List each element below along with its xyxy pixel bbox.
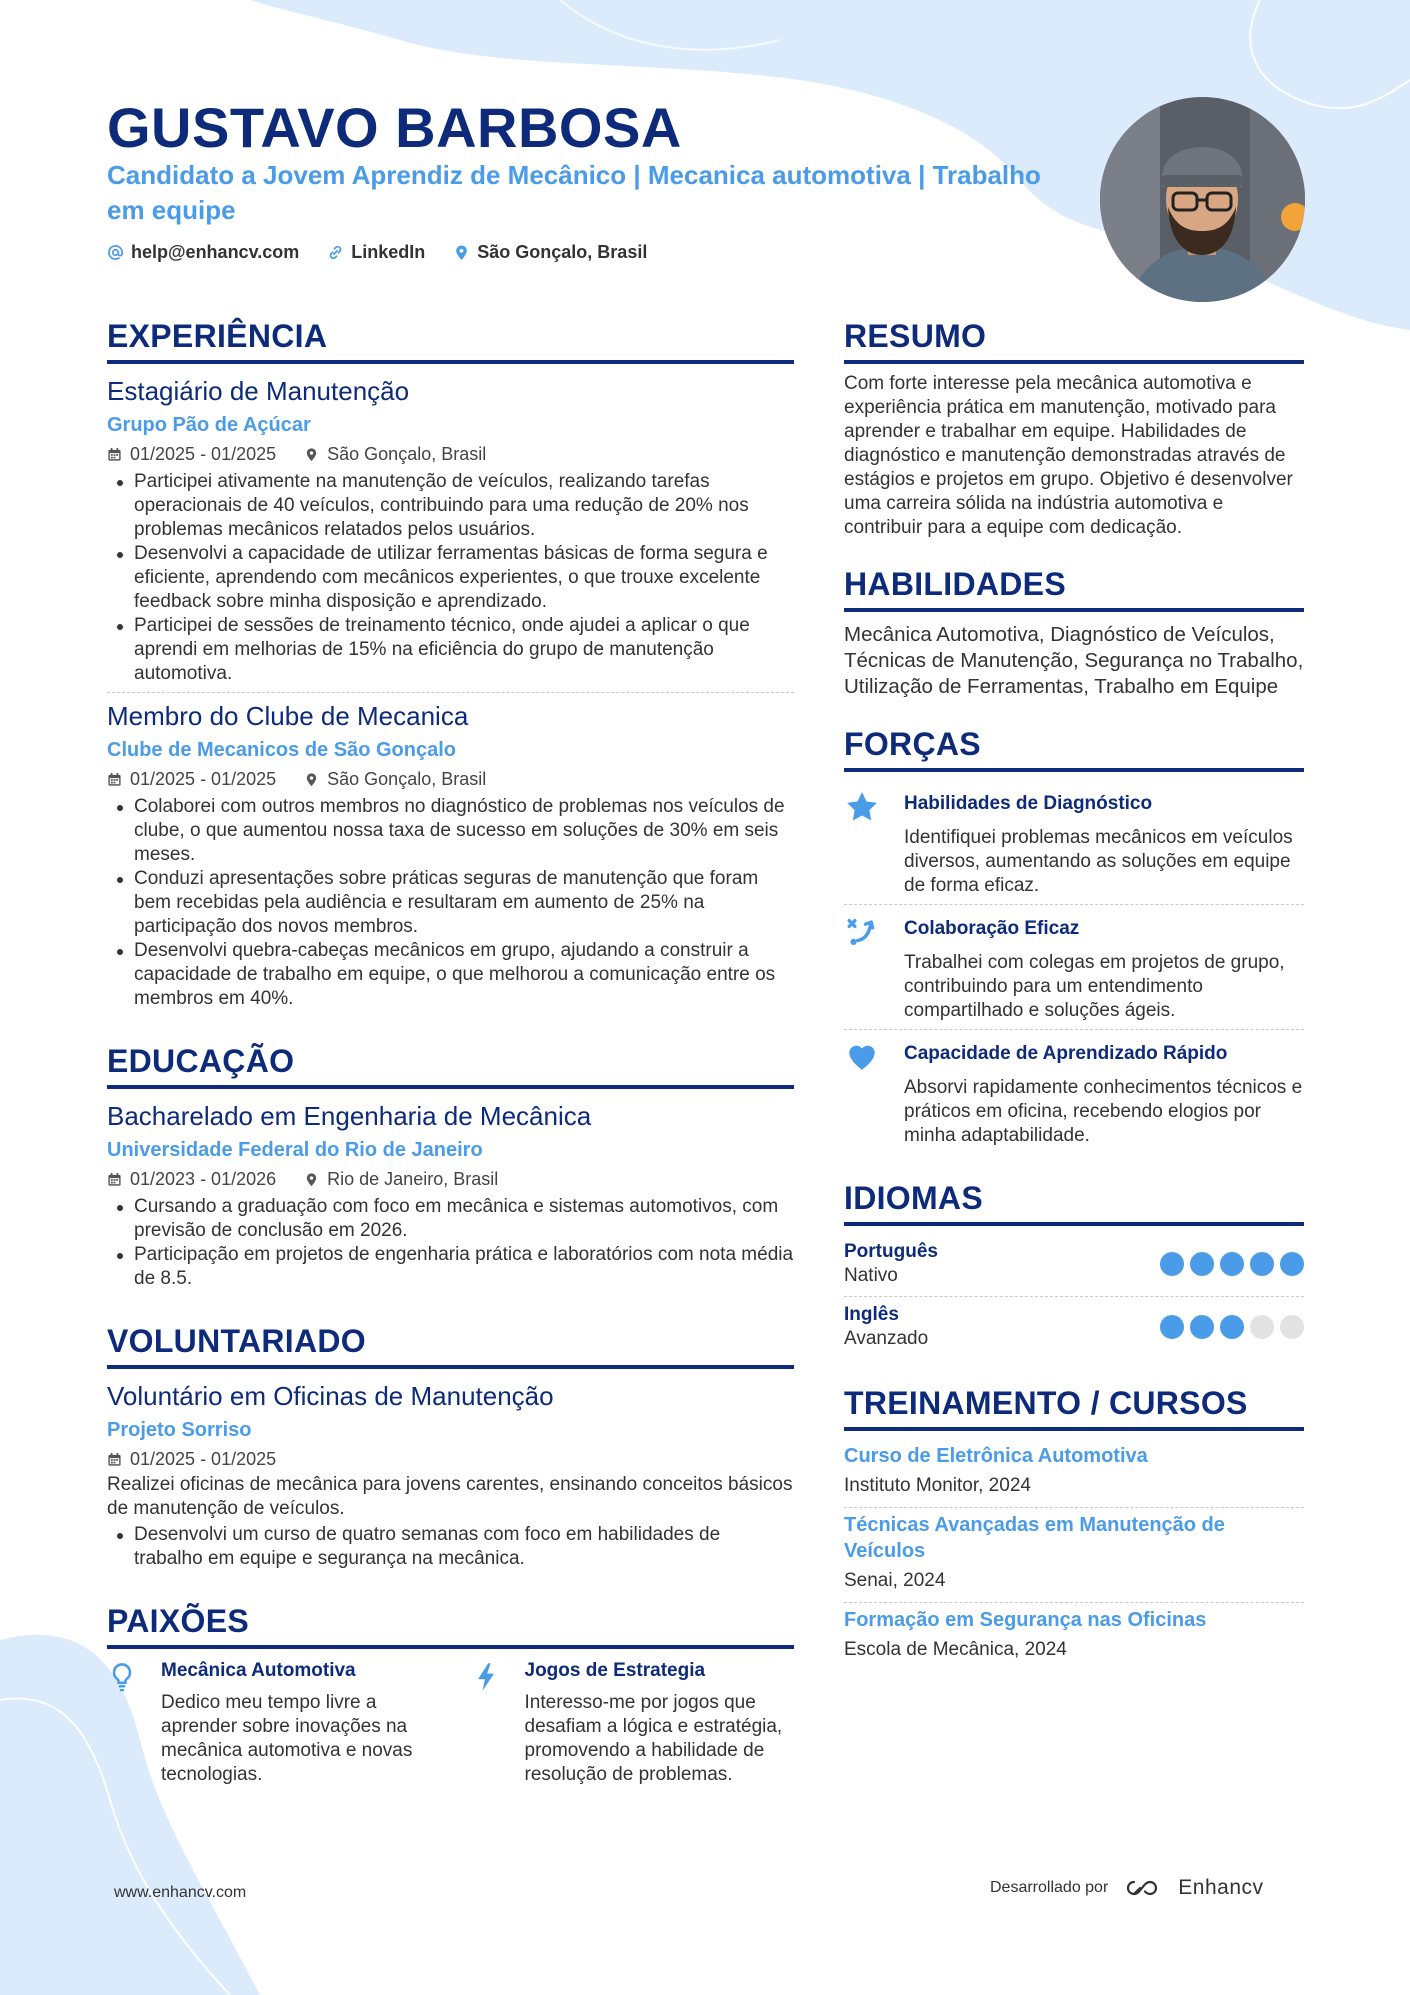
language-name: Inglês [844, 1304, 899, 1325]
location-pin-icon [304, 1172, 319, 1187]
location-pin-icon [453, 244, 470, 261]
summary-heading: RESUMO [844, 318, 1304, 364]
experience-entry [107, 372, 794, 692]
entry-dates: 01/2023 - 01/2026 [130, 1169, 277, 1189]
strength-description: Absorvi rapidamente conhecimentos técnicos e práticos em oficina, recebendo elogios por minha adaptabilidade. [904, 1077, 1303, 1146]
experience-entry [107, 692, 794, 1017]
volunteer-entry [107, 1377, 794, 1577]
headline: Candidato a Jovem Aprendiz de Mecânico | Mecanica automotiva | Trabalho em equipe [107, 160, 1041, 225]
languages-section [844, 1180, 1304, 1359]
strength-item [844, 1029, 1304, 1154]
course-title: Formação em Segurança nas Oficinas [844, 1609, 1207, 1631]
volunteer-role: Voluntário em Oficinas de Manutenção [107, 1381, 554, 1411]
bullet-item: Desenvolvi quebra-cabeças mecânicos em grupo, ajudando a construir a capacidade de trabalho em equipe, o que melhorou a comunicação entre os membros em 40%. [107, 939, 794, 1011]
passions-section [107, 1603, 794, 1787]
passion-title: Mecânica Automotiva [161, 1660, 356, 1681]
rating-dot-empty [1280, 1315, 1304, 1339]
summary-section [844, 318, 1304, 540]
entry-bullets [107, 1523, 794, 1571]
volunteer-description: Realizei oficinas de mecânica para jovens carentes, ensinando conceitos básicos de manutenção de veículos. [107, 1474, 793, 1519]
entry-dates: 01/2025 - 01/2025 [130, 444, 277, 464]
language-level: Nativo [844, 1265, 898, 1286]
bullet-item: Conduzi apresentações sobre práticas seguras de manutenção que foram bem recebidas pela audiência e resultaram em aumento de 25% na participação dos novos membros. [107, 867, 794, 939]
passions-heading: PAIXÕES [107, 1603, 794, 1649]
course-item [844, 1507, 1304, 1602]
left-column [107, 318, 794, 1787]
lightning-bolt-icon [471, 1661, 501, 1693]
footer-branding [990, 1876, 1264, 1900]
language-item [844, 1296, 1304, 1359]
experience-heading: EXPERIÊNCIA [107, 318, 794, 364]
course-item [844, 1439, 1304, 1507]
rating-dot-filled [1220, 1252, 1244, 1276]
contact-email-text: help@enhancv.com [131, 242, 300, 262]
rating-dot-filled [1190, 1315, 1214, 1339]
rating-dot-filled [1190, 1252, 1214, 1276]
contact-email[interactable] [107, 242, 299, 263]
passions-list [107, 1657, 794, 1787]
contact-linkedin-text: LinkedIn [351, 242, 426, 262]
passion-item [107, 1657, 431, 1787]
profile-photo [1100, 97, 1305, 302]
course-institution: Senai, 2024 [844, 1570, 946, 1591]
course-title: Técnicas Avançadas em Manutenção de Veículos [844, 1514, 1225, 1562]
contact-bar [107, 242, 647, 263]
entry-meta [107, 440, 794, 468]
skills-section [844, 566, 1304, 700]
training-heading: TREINAMENTO / CURSOS [844, 1385, 1304, 1431]
rating-dot-filled [1250, 1252, 1274, 1276]
skills-heading: HABILIDADES [844, 566, 1304, 612]
language-name: Português [844, 1241, 938, 1262]
bullet-item: Participei ativamente na manutenção de veículos, realizando tarefas operacionais de 40 veículos, contribuindo para uma redução de 20% nos problemas mecânicos relatados pelos usuários. [107, 470, 794, 542]
brand-name: Enhancv [1178, 1876, 1264, 1899]
volunteer-org: Projeto Sorriso [107, 1419, 252, 1441]
bullet-item: Cursando a graduação com foco em mecânica e sistemas automotivos, com previsão de conclusão em 2026. [107, 1195, 794, 1243]
education-heading: EDUCAÇÃO [107, 1043, 794, 1089]
languages-heading: IDIOMAS [844, 1180, 1304, 1226]
strengths-section [844, 726, 1304, 1154]
bullet-item: Participei de sessões de treinamento técnico, onde ajudei a aplicar o que aprendi em melhorias de 15% na eficiência do grupo de manutenção automotiva. [107, 614, 794, 686]
volunteer-section [107, 1323, 794, 1577]
entry-bullets [107, 795, 794, 1011]
calendar-icon [107, 1172, 122, 1187]
entry-location: São Gonçalo, Brasil [327, 444, 487, 464]
company-name: Clube de Mecanicos de São Gonçalo [107, 739, 456, 761]
entry-dates: 01/2025 - 01/2025 [130, 1449, 277, 1469]
calendar-icon [107, 1452, 122, 1467]
strength-item [844, 904, 1304, 1029]
education-section [107, 1043, 794, 1297]
summary-text: Com forte interesse pela mecânica automotiva e experiência prática em manutenção, motivado para aprender e trabalhar em equipe. Habilidades de diagnóstico e manutenção demonstradas através de estágios e projetos em grupo. Objetivo é desenvolver uma carreira sólida na indústria automotiva e contribuir para a equipe com dedicação. [844, 373, 1293, 538]
bullet-item: Participação em projetos de engenharia prática e laboratórios com nota média de 8.5. [107, 1243, 794, 1291]
language-level: Avanzado [844, 1328, 929, 1349]
entry-dates: 01/2025 - 01/2025 [130, 769, 277, 789]
strength-title: Colaboração Eficaz [904, 918, 1080, 939]
passion-title: Jogos de Estrategia [524, 1660, 706, 1681]
passion-description: Dedico meu tempo livre a aprender sobre inovações na mecânica automotiva e novas tecnologias. [161, 1692, 413, 1785]
entry-meta [107, 765, 794, 793]
course-item [844, 1602, 1304, 1671]
strength-description: Identifiquei problemas mecânicos em veículos diversos, aumentando as soluções em equipe de forma eficaz. [904, 827, 1293, 896]
enhancv-logo-icon [1120, 1876, 1166, 1900]
entry-location: São Gonçalo, Brasil [327, 769, 487, 789]
strength-item [844, 780, 1304, 904]
entry-location: Rio de Janeiro, Brasil [327, 1169, 499, 1189]
passion-description: Interesso-me por jogos que desafiam a lógica e estratégia, promovendo a habilidade de resolução de problemas. [524, 1692, 783, 1785]
calendar-icon [107, 447, 122, 462]
education-entry [107, 1097, 794, 1297]
course-institution: Escola de Mecânica, 2024 [844, 1639, 1067, 1660]
powered-by-label: Desarrollado por [990, 1879, 1109, 1896]
job-title: Membro do Clube de Mecanica [107, 701, 469, 731]
course-institution: Instituto Monitor, 2024 [844, 1475, 1031, 1496]
rating-dot-filled [1280, 1252, 1304, 1276]
rating-dot-empty [1250, 1315, 1274, 1339]
lightbulb-icon [107, 1661, 137, 1693]
language-rating [1160, 1252, 1304, 1276]
job-title: Estagiário de Manutenção [107, 376, 410, 406]
entry-meta [107, 1445, 794, 1473]
entry-bullets [107, 1195, 794, 1291]
strength-description: Trabalhei com colegas em projetos de grupo, contribuindo para um entendimento compartilhado e soluções ágeis. [904, 952, 1285, 1021]
bullet-item: Colaborei com outros membros no diagnóstico de problemas nos veículos de clube, o que aumentou nossa taxa de sucesso em soluções de 30% em seis meses. [107, 795, 794, 867]
contact-location-text: São Gonçalo, Brasil [477, 242, 648, 262]
school-name: Universidade Federal do Rio de Janeiro [107, 1139, 483, 1161]
at-icon [107, 244, 124, 261]
experience-section [107, 318, 794, 1017]
candidate-name: GUSTAVO BARBOSA [107, 96, 682, 159]
entry-bullets [107, 470, 794, 686]
contact-linkedin[interactable] [327, 242, 425, 263]
rating-dot-filled [1160, 1315, 1184, 1339]
company-name: Grupo Pão de Açúcar [107, 414, 311, 436]
link-icon [327, 244, 344, 261]
language-rating [1160, 1315, 1304, 1339]
degree-title: Bacharelado em Engenharia de Mecânica [107, 1101, 592, 1131]
strategy-icon [844, 915, 880, 949]
heart-icon [844, 1040, 880, 1074]
training-section [844, 1385, 1304, 1671]
star-icon [844, 790, 880, 824]
bullet-item: Desenvolvi a capacidade de utilizar ferramentas básicas de forma segura e eficiente, aprendendo com mecânicos experientes, o que trouxe excelente feedback sobre minha disposição e aprendizado. [107, 542, 794, 614]
course-title: Curso de Eletrônica Automotiva [844, 1445, 1148, 1467]
location-pin-icon [304, 447, 319, 462]
skills-text: Mecânica Automotiva, Diagnóstico de Veículos, Técnicas de Manutenção, Segurança no Trabalho, Utilização de Ferramentas, Trabalho em Equipe [844, 623, 1304, 698]
strengths-heading: FORÇAS [844, 726, 1304, 772]
strength-title: Habilidades de Diagnóstico [904, 793, 1153, 814]
calendar-icon [107, 772, 122, 787]
rating-dot-filled [1220, 1315, 1244, 1339]
rating-dot-filled [1160, 1252, 1184, 1276]
entry-meta [107, 1165, 794, 1193]
volunteer-heading: VOLUNTARIADO [107, 1323, 794, 1369]
language-item [844, 1234, 1304, 1296]
strength-title: Capacidade de Aprendizado Rápido [904, 1043, 1228, 1064]
footer-website[interactable]: www.enhancv.com [114, 1884, 247, 1901]
right-column [844, 318, 1304, 1671]
passion-item [471, 1657, 795, 1787]
contact-location [453, 242, 647, 263]
location-pin-icon [304, 772, 319, 787]
bullet-item: Desenvolvi um curso de quatro semanas com foco em habilidades de trabalho em equipe e segurança na mecânica. [107, 1523, 794, 1571]
